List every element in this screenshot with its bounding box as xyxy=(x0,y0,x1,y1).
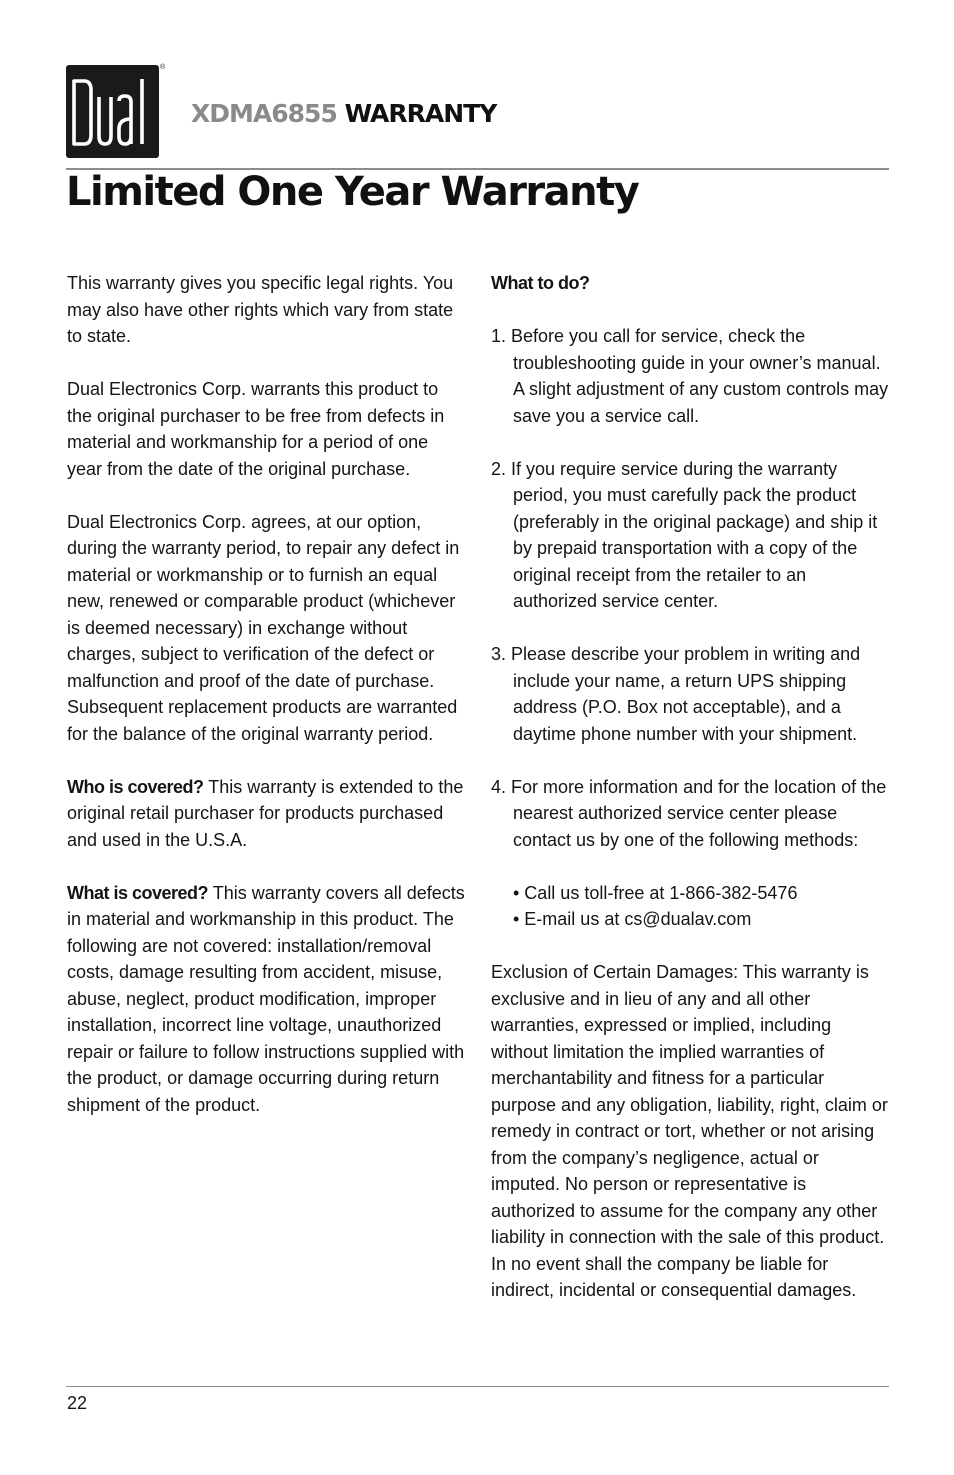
service-step-1: 1. Before you call for service, check the troubleshooting guide in your owner’s manual. A slight adjustment of any custom controls may save you a service call. xyxy=(491,326,889,426)
who-is-covered-label: Who is covered? xyxy=(67,776,204,797)
model-warranty-title xyxy=(191,98,496,130)
what-is-covered-label: What is covered? xyxy=(67,882,209,903)
who-is-covered-text: This warranty is extended to the original retail purchaser for products purchased and used in the U.S.A. xyxy=(67,776,464,850)
model-number: XDMA6855 xyxy=(191,99,337,128)
registered-mark: ® xyxy=(160,64,166,71)
exclusion-of-damages-paragraph: Exclusion of Certain Damages: This warranty is exclusive and in lieu of any and all other warranties, expressed or implied, including without limitation the implied warranties of merchantability and fitness for a particular purpose and any obligation, liability, right, claim or remedy in contract or tort, whether or not arising from the company’s negligence, actual or imputed. No person or representative is authorized to assume for the company any other liability in connection with the sale of this product. In no event shall the company be liable for indirect, incidental or consequential damages. xyxy=(491,962,888,1300)
repair-option-paragraph: Dual Electronics Corp. agrees, at our option, during the warranty period, to repair any defect in material or workmanship or to furnish an equal new, renewed or comparable product (whichever is deemed necessary) in exchange without charges, subject to verification of the defect or malfunction and proof of the date of purchase. Subsequent replacement products are warranted for the balance of the original warranty period. xyxy=(67,511,460,744)
page-number: 22 xyxy=(67,1393,88,1413)
who-is-covered-paragraph xyxy=(67,774,465,854)
dual-logo xyxy=(66,65,159,158)
dual-logo-mark xyxy=(66,65,159,158)
page-title: Limited One Year Warranty xyxy=(66,169,639,215)
legal-rights-paragraph: This warranty gives you specific legal rights. You may also have other rights which vary from state to state. xyxy=(67,273,454,346)
service-step-3: 3. Please describe your problem in writing and include your name, a return UPS shipping address (P.O. Box not acceptable), and a daytime phone number with your shipment. xyxy=(491,644,861,744)
footer-divider xyxy=(66,1386,889,1387)
service-step-2: 2. If you require service during the warranty period, you must carefully pack the product (preferably in the original package) and ship it by prepaid transportation with a copy of the original receipt from the retailer to an authorized service center. xyxy=(491,458,878,611)
what-to-do-heading: What to do? xyxy=(491,273,590,293)
contact-email: • E-mail us at cs@dualav.com xyxy=(513,909,752,929)
service-step-4: 4. For more information and for the location of the nearest authorized service center please contact us by one of the following methods: xyxy=(491,776,887,850)
contact-phone: • Call us toll-free at 1-866-382-5476 xyxy=(513,882,798,903)
left-column xyxy=(67,270,465,1145)
warranty-statement-paragraph: Dual Electronics Corp. warrants this product to the original purchaser to be free from defects in material and workmanship for a period of one year from the date of the original purchase. xyxy=(67,379,445,479)
contact-methods-list xyxy=(491,880,889,933)
service-steps-list xyxy=(491,323,889,853)
what-is-covered-paragraph xyxy=(67,880,465,1119)
right-column xyxy=(491,270,889,1330)
what-is-covered-text: This warranty covers all defects in material and workmanship in this product. The following are not covered: installation/removal costs, damage resulting from accident, misuse, abuse, neglect, product modification, improper installation, incorrect line voltage, unauthorized repair or failure to follow instructions supplied with the product, or damage occurring during return shipment of the product. xyxy=(67,882,465,1115)
warranty-label: WARRANTY xyxy=(344,99,497,128)
